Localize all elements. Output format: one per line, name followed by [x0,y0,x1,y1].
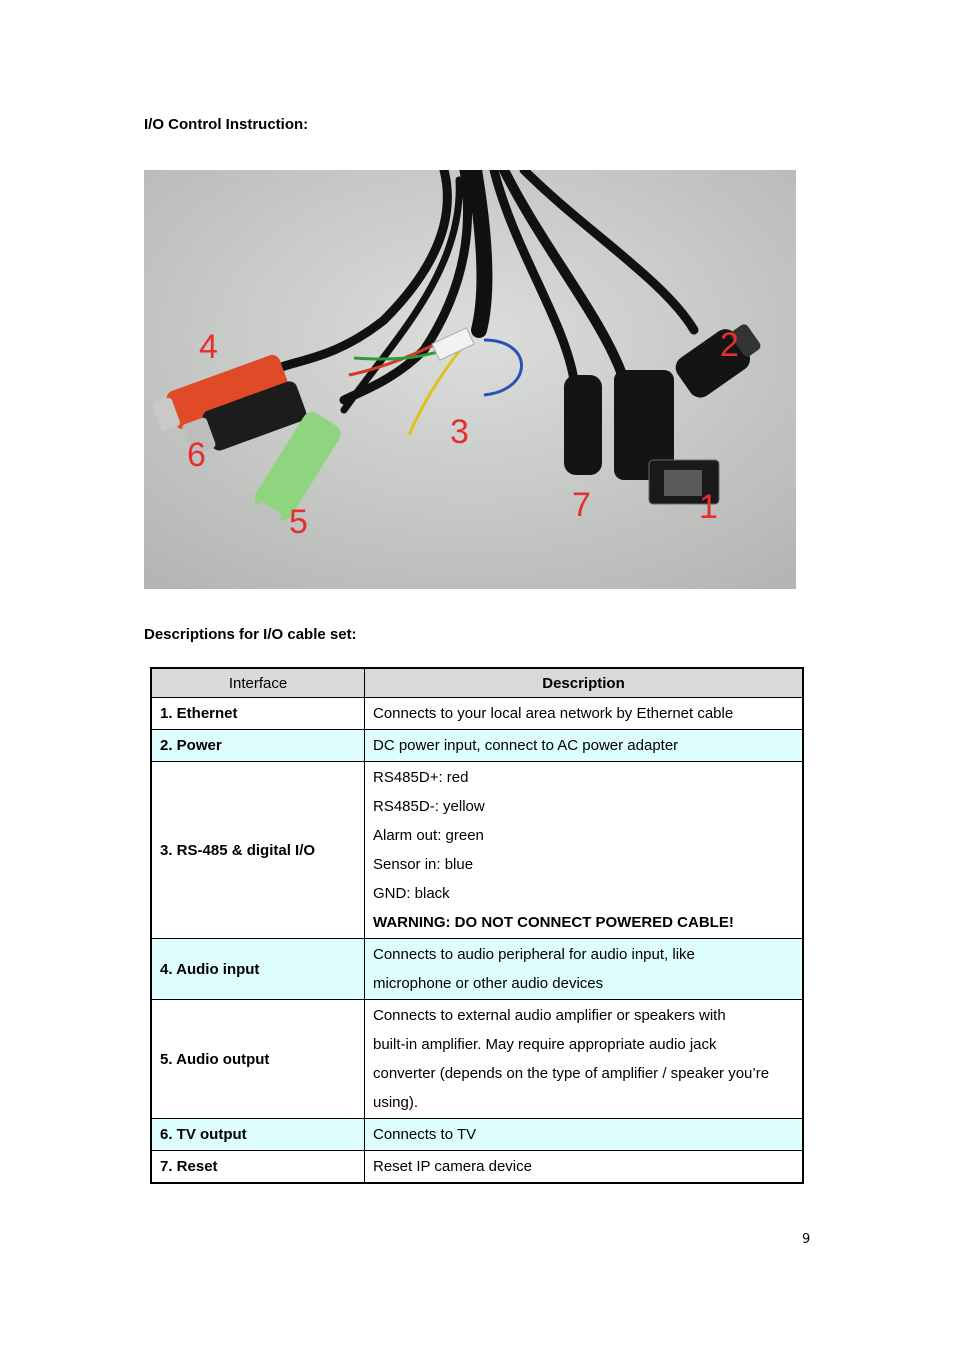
table-row [151,1000,803,1119]
table-row [151,1151,803,1184]
interface-cell: 7. Reset [151,1151,365,1184]
section-title-descriptions: Descriptions for I/O cable set: [144,626,357,643]
header-interface: Interface [151,668,365,698]
description-cell [365,1119,804,1151]
photo-label-4: 4 [199,328,218,366]
section-title-io-control: I/O Control Instruction: [144,116,309,133]
interface-cell: 3. RS-485 & digital I/O [151,762,365,939]
table-header-row [151,668,803,698]
photo-label-6: 6 [187,436,206,474]
description-line: DC power input, connect to AC power adapter [373,737,679,754]
table-row [151,1119,803,1151]
photo-label-2: 2 [720,326,739,364]
description-line: RS485D+: red [373,769,469,786]
description-line: built-in amplifier. May require appropriate audio jack [373,1036,717,1053]
description-line: Alarm out: green [373,827,484,844]
photo-label-5: 5 [289,503,308,541]
description-cell [365,762,804,939]
description-line: Connects to audio peripheral for audio input, like [373,946,695,963]
interface-cell: 2. Power [151,730,365,762]
warning-text: WARNING: DO NOT CONNECT POWERED CABLE! [373,914,734,931]
description-cell [365,1000,804,1119]
table-row [151,730,803,762]
description-cell [365,939,804,1000]
photo-label-3: 3 [450,413,469,451]
table-row [151,939,803,1000]
interface-cell: 4. Audio input [151,939,365,1000]
description-line: using). [373,1094,419,1111]
description-line: microphone or other audio devices [373,975,604,992]
table-row [151,762,803,939]
description-line: RS485D-: yellow [373,798,485,815]
description-line: Connects to external audio amplifier or speakers with [373,1007,726,1024]
photo-label-1: 1 [699,488,718,526]
interface-cell: 1. Ethernet [151,698,365,730]
description-line: Sensor in: blue [373,856,474,873]
description-cell [365,730,804,762]
photo-label-7: 7 [572,486,591,524]
description-line: GND: black [373,885,450,902]
io-cable-photo [144,170,796,589]
interface-cell: 6. TV output [151,1119,365,1151]
io-cable-table [150,667,804,1184]
header-description: Description [365,668,804,698]
description-line: Reset IP camera device [373,1158,532,1175]
description-cell [365,1151,804,1184]
description-line: converter (depends on the type of amplifier / speaker you’re [373,1065,770,1082]
interface-cell: 5. Audio output [151,1000,365,1119]
description-line: Connects to your local area network by Ethernet cable [373,705,734,722]
table-row [151,698,803,730]
page-number: 9 [802,1232,811,1247]
description-line: Connects to TV [373,1126,477,1143]
description-cell [365,698,804,730]
